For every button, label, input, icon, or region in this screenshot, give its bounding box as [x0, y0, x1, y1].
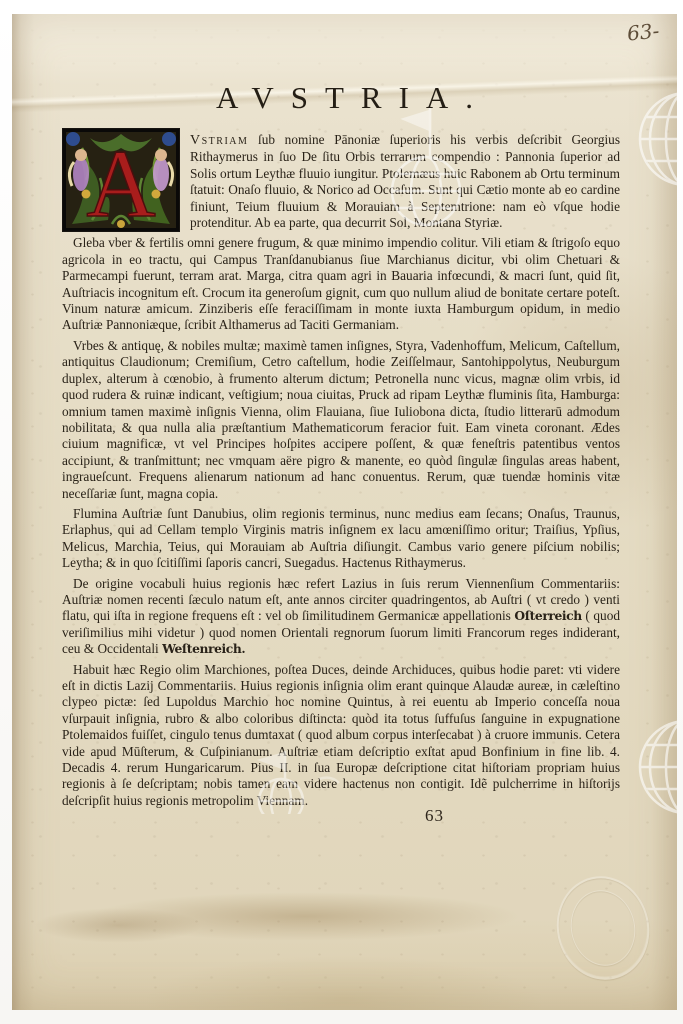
text-block [62, 132, 620, 813]
lead-word: Vstriam [190, 133, 249, 148]
paragraph-rulers: Habuit hæc Regio olim Marchiones, poſtea Duces, deinde Archiduces, quibus hodie paret: vti videre eſt in dictis Lazij Commentariis. Huius regionis inſignia olim erant quinque Alaudæ aureæ, in cæleſtino clypeo pictæ: ſed Lupoldus Marchio hoc nomine Quintus, à rei euentu ab Imperio conceſſa noua vſurpauit inſignia, rubro & albo coloribus diſtincta: quòd ita totus ſuffuſus ſanguine in expugnatione Ptolemaidos fuiſſet, cingulo tenus dumtaxat ( quod album corpus interſecabat ) à cruore immunis. Cetera vide apud Mūſterum, & Cuſpinianum. Auſtriæ etiam deſcriptio exſtat apud Bonfinium in fine lib. 4. Decadis 4. rerum Hungaricarum. Pius II. in ſua Europæ deſcriptione citat hiſtoriam propriam huius regionis à ſe deſcriptam; nobis tamen eam videre hactenus non contigit. Idẽ pulcherrime in hiſtorijs deſcripſit huius regionis metropolim Viennam. [62, 661, 620, 808]
page-title: AVSTRIA. [215, 80, 491, 115]
paragraph-text: ( quod veriſimilius mihi videtur ) quod nomen Orientali regnorum ſuorum limiti Francorum reges indiderant, ceu & Occidentali [62, 608, 621, 657]
embossed-library-stamp [547, 868, 659, 989]
paragraph-text: De origine vocabuli huius regionis hæc refert Lazius in ſuis rerum Viennenſium Commentariis: Auſtriæ nomen recenti ſæculo natum eſt, ante annos circiter quadringentos, ab Auſtri ( vt credo ) venti flatu, qui iſta in regione frequens eſt : vel ob ſimilitudinem Germanicæ appellationis [62, 575, 620, 624]
paragraph-soil: Gleba vber & fertilis omni genere frugum, & quæ minimo impendio colitur. Vili etiam & ſtrigoſo equo agricola in eo tractu, qui Campus Tranſdanubianus ſiue Marchianus dicitur, vbi olim Chetuari & Parmecampi fuerunt, terram arat. Marga, citra quam agri in Bauaria infœcundi, & macri ſunt, quid ſit, Auſtriacis incognitum eſt. Crocum ita generoſum gignit, cum quo nullum aliud de bonitate certare poteſt. Vinum naturæ amicum. Zinziberis eſſe feraciſſimam in monte iuxta Hamburgum opidum, in medio Auſtriæ Pannoniæque, ſcribit Althamerus ad Taciti Germaniam. [62, 235, 620, 333]
page-paper [12, 14, 677, 1010]
globe-watermark-icon [624, 710, 677, 825]
blackletter-word-westenreich: Weſtenreich. [162, 641, 246, 657]
page-number: 63 [425, 806, 444, 825]
paragraph-rivers: Flumina Auſtriæ ſunt Danubius, olim regionis terminus, nunc medius eam ſecans; Onaſus, Traunus, Erlaphus, qui ad Cellam templo Virginis matris inſignem ex lacu amœniſſimo oritur; Traiſius, Ypſius, Melicus, Marchia, Teius, qui Morauiam ab Auſtria diſiungit. Cambus vario genere piſcium nobilis; Leytha; & in quo ſcitiſſimi ſaporis cancri, Suegadus. Hactenus Rithaymerus. [62, 505, 620, 571]
paragraph-text: ſub nomine Pānoniæ ſuperioris his verbis deſcribit Georgius Rithaymerus in ſuo De ſitu Orbis terrarum compendio : Pannonia ſuperior ad Solis ortum Leythæ fluuio iungitur. Ptolemæus huic Rabonem ab Ortu terminum ſtatuit: Onaſo fluuio, & Norico ad Occaſum. Sunt qui Cætio monte ab eo cardine finiunt, Teium fluuium & Morauiam à Septemtrione: nam eò vſque hodie protenditur. Ab ea parte, qua decurrit Sol, Montana Styriæ. [190, 132, 620, 231]
paragraph-cities: Vrbes & antiquę, & nobiles multæ; maximè tamen inſignes, Styra, Vadenhoffum, Melicum, Caſtellum, antiquitus Claudionum; Cremiſium, Cetro caſtellum, hodie Zeiſſelmaur, Santohippolytus, Neuburgum duplex, alterum à cœnobio, à frumento alterum dictum; Petronella nunc vicus, magnæ olim vrbis, id quod rudera & ruinæ indicant, veſtigium; noua ciuitas, Pruck ad ripam Leythæ fluminis ſita, Hamburga: omnium tamen maximè inſignis Vienna, olim Flauiana, ſiue Iuliobona dicta, ſtudio litterarū admodum nobilitata, & qua nulla alia præſtantium Mathematicorum feracior fuit. Eam vineta coronant. Ædes ciuium magnificæ, vt vel Principes hoſpites accipere poſſent, & quæ feneſtris patentibus ventos accipiunt, & tranſmittunt; nec vmquam aëre pigro & manente, eo quòd ſingulæ ſingulas areas habent, ingraueſcunt. Frequens alienarum nationum ad hanc conuentus. Rerum, quæ tuendæ hominis vitæ neceſſariæ ſunt, magna copia. [62, 337, 620, 501]
svg-text:A: A [86, 130, 156, 232]
handwritten-folio-number: 63- [625, 18, 661, 46]
decorated-initial-woodcut [62, 128, 180, 232]
paragraph-intro [62, 132, 620, 231]
paragraph-etymology [62, 576, 620, 658]
blackletter-word-oesterreich: Oſterreich [514, 608, 582, 624]
